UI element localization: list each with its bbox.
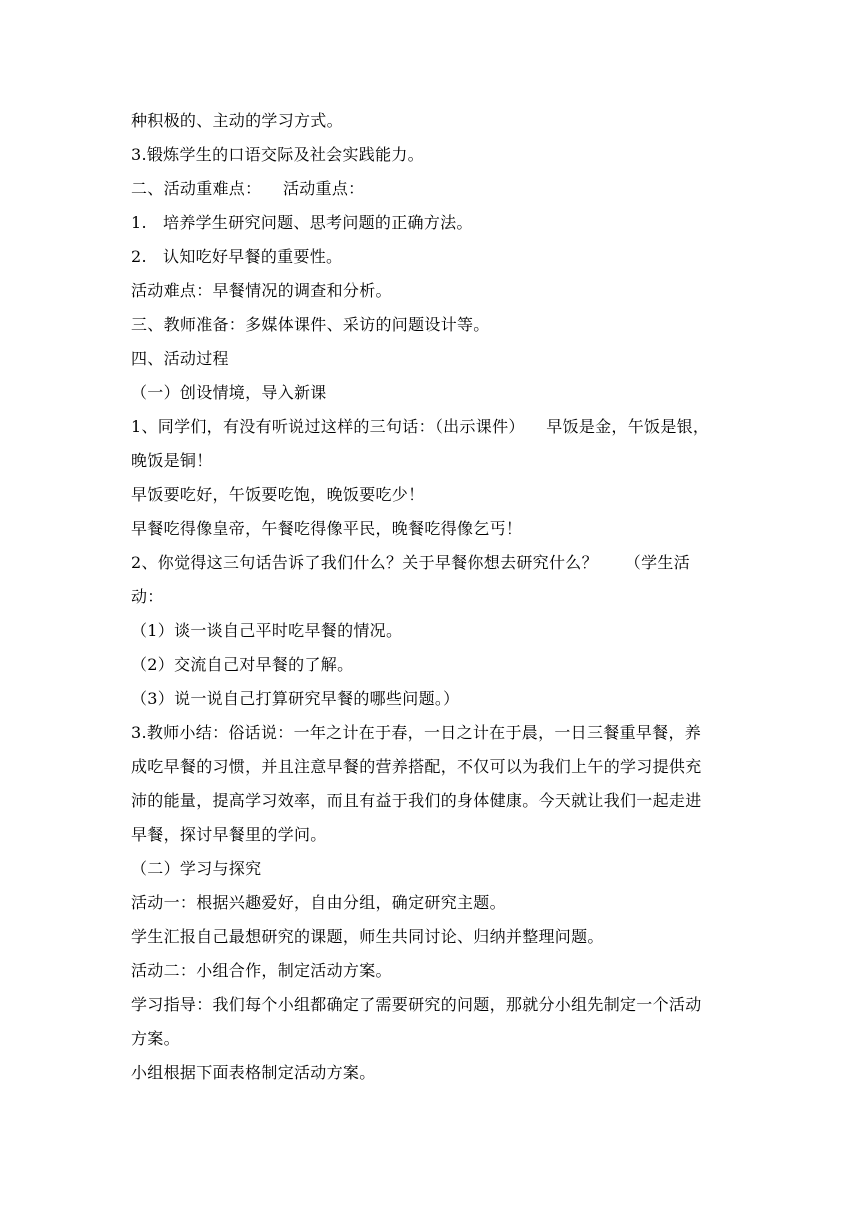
document-page: [131, 104, 731, 1090]
text-line: 沛的能量，提高学习效率，而且有益于我们的身体健康。今天就让我们一起走进: [131, 791, 702, 810]
text-line: 晚饭是铜！: [131, 451, 213, 470]
text-line: 动：: [131, 587, 164, 606]
text-line: 3.教师小结：俗话说：一年之计在于春，一日之计在于晨，一日三餐重早餐，养: [131, 723, 702, 742]
subsection-heading: （二）学习与探究: [131, 859, 262, 878]
list-item: 2. 认知吃好早餐的重要性。: [131, 247, 343, 266]
text-line: 1、同学们，有没有听说过这样的三句话：（出示课件） 早饭是金，午饭是银，: [131, 417, 710, 436]
section-heading: 二、活动重难点： 活动重点：: [131, 179, 365, 198]
text-line: 活动二：小组合作，制定活动方案。: [131, 961, 392, 980]
text-line: 3.锻炼学生的口语交际及社会实践能力。: [131, 145, 424, 164]
text-line: 学生汇报自己最想研究的课题，师生共同讨论、归纳并整理问题。: [131, 927, 604, 946]
list-item: 1. 培养学生研究问题、思考问题的正确方法。: [131, 213, 473, 232]
text-line: 种积极的、主动的学习方式。: [131, 111, 343, 130]
text-line: 早饭要吃好，午饭要吃饱，晚饭要吃少！: [131, 485, 425, 504]
text-line: 方案。: [131, 1029, 180, 1048]
list-item: （3）说一说自己打算研究早餐的哪些问题。）: [131, 689, 460, 708]
text-line: 小组根据下面表格制定活动方案。: [131, 1063, 376, 1082]
list-item: （2）交流自己对早餐的了解。: [131, 655, 354, 674]
list-item: （1）谈一谈自己平时吃早餐的情况。: [131, 621, 403, 640]
text-line: 2、你觉得这三句话告诉了我们什么？关于早餐你想去研究什么？ （学生活: [131, 553, 691, 572]
text-line: 学习指导：我们每个小组都确定了需要研究的问题，那就分小组先制定一个活动: [131, 995, 702, 1014]
text-line: 成吃早餐的习惯，并且注意早餐的营养搭配，不仅可以为我们上午的学习提供充: [131, 757, 702, 776]
text-line: 早餐，探讨早餐里的学问。: [131, 825, 327, 844]
text-line: 早餐吃得像皇帝，午餐吃得像平民，晚餐吃得像乞丐！: [131, 519, 523, 538]
section-heading: 四、活动过程: [131, 349, 229, 368]
section-heading: 三、教师准备：多媒体课件、采访的问题设计等。: [131, 315, 490, 334]
subsection-heading: （一）创设情境，导入新课: [131, 383, 327, 402]
text-line: 活动难点：早餐情况的调查和分析。: [131, 281, 392, 300]
text-line: 活动一：根据兴趣爱好，自由分组，确定研究主题。: [131, 893, 506, 912]
